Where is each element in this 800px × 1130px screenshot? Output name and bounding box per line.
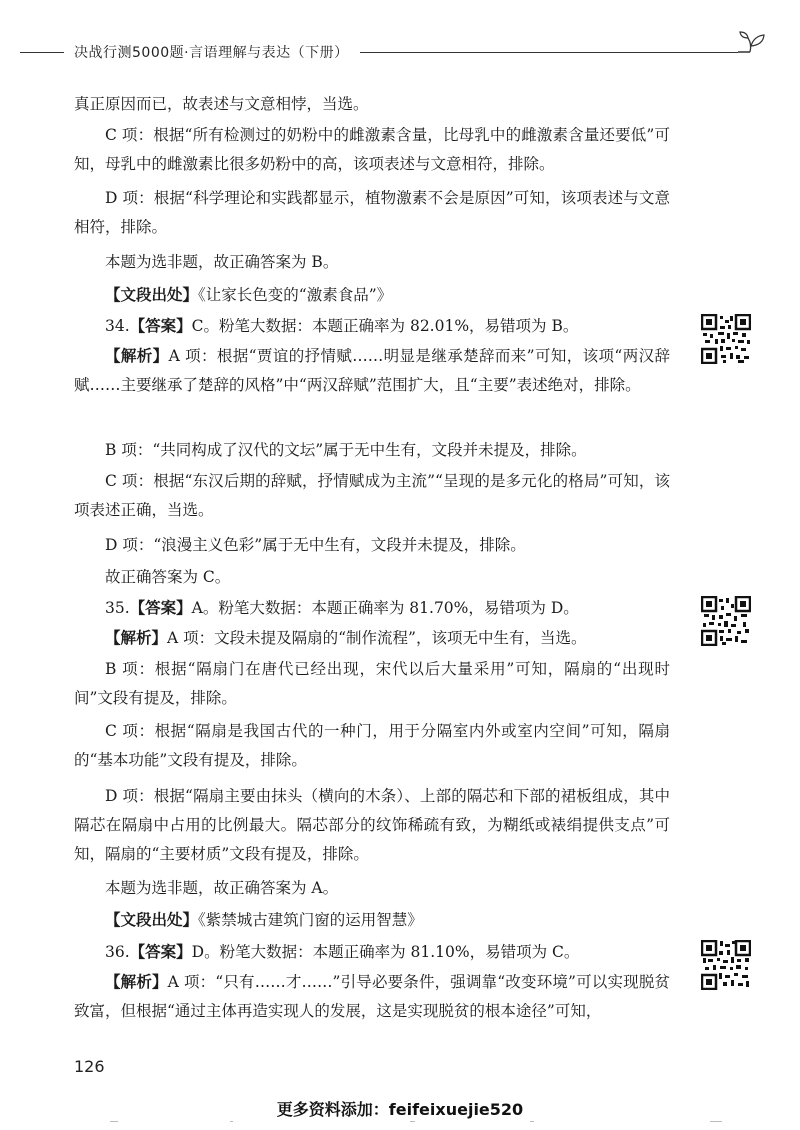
paragraph: 本题为选非题，故正确答案为 B。 xyxy=(105,253,339,271)
answer-line-35: 35.【答案】A。粉笔大数据：本题正确率为 81.70%，易错项为 D。 xyxy=(105,599,579,617)
paragraph: 故正确答案为 C。 xyxy=(105,568,231,586)
paragraph: D 项：“浪漫主义色彩”属于无中生有，文段并未提及，排除。 xyxy=(105,536,526,554)
paragraph: C 项：根据“东汉后期的辞赋，抒情赋成为主流”“呈现的是多元化的格局”可知，该项表述正确，当选。 xyxy=(74,472,670,519)
paragraph: B 项：根据“隔扇门在唐代已经出现，宋代以后大量采用”可知，隔扇的“出现时间”文段有提及，排除。 xyxy=(74,660,670,707)
qr-code-icon[interactable] xyxy=(701,314,751,364)
answer-line-36: 36.【答案】D。粉笔大数据：本题正确率为 81.10%，易错项为 C。 xyxy=(105,943,580,961)
source-citation: 【文段出处】《紫禁城古建筑门窗的运用智慧》 xyxy=(105,911,423,929)
paragraph: B 项：“共同构成了汉代的文坛”属于无中生有，文段并未提及，排除。 xyxy=(105,441,587,459)
paragraph: D 项：根据“隔扇主要由抹头（横向的木条）、上部的隔芯和下部的裙板组成，其中隔芯在隔扇中占用的比例最大。隔芯部分的纹饰稀疏有致，为糊纸或裱绢提供支点”可知，隔扇的“主要材质”文段有提及，排除。 xyxy=(74,787,670,863)
footer-note: 更多资料添加：feifeixuejie520 xyxy=(276,1100,524,1119)
answer-line-34: 34.【答案】C。粉笔大数据：本题正确率为 82.01%，易错项为 B。 xyxy=(105,317,579,335)
analysis-paragraph: 【解析】A 项：根据“贾谊的抒情赋……明显是继承楚辞而来”可知，该项“两汉辞赋……主要继承了楚辞的风格”中“两汉辞赋”范围扩大，且“主要”表述绝对，排除。 xyxy=(74,347,670,394)
page-number: 126 xyxy=(74,1057,105,1076)
qr-code-icon[interactable] xyxy=(701,940,751,990)
paragraph: C 项：根据“所有检测过的奶粉中的雌激素含量，比母乳中的雌激素含量还要低”可知，母乳中的雌激素比很多奶粉中的高，该项表述与文意相符，排除。 xyxy=(74,126,670,173)
paragraph: C 项：根据“隔扇是我国古代的一种门，用于分隔室内外或室内空间”可知，隔扇的“基本功能”文段有提及，排除。 xyxy=(74,722,670,769)
header-title: 决战行测5000题·言语理解与表达（下册） xyxy=(74,45,349,61)
analysis-paragraph: 【解析】A 项：“只有……才……”引导必要条件，强调靠“改变环境”可以实现脱贫致富，但根据“通过主体再造实现人的发展，这是实现脱贫的根本途径”可知， xyxy=(74,973,670,1020)
paragraph: D 项：根据“科学理论和实践都显示，植物激素不会是原因”可知，该项表述与文意相符，排除。 xyxy=(74,189,670,236)
source-citation: 【文段出处】《让家长色变的“激素食品”》 xyxy=(105,286,393,304)
paragraph: 真正原因而已，故表述与文意相悖，当选。 xyxy=(74,95,369,113)
scan-artifact-dots xyxy=(110,1120,730,1124)
paragraph: 本题为选非题，故正确答案为 A。 xyxy=(105,879,339,897)
analysis-paragraph: 【解析】A 项：文段未提及隔扇的“制作流程”，该项无中生有，当选。 xyxy=(105,629,587,647)
qr-code-icon[interactable] xyxy=(701,596,751,646)
